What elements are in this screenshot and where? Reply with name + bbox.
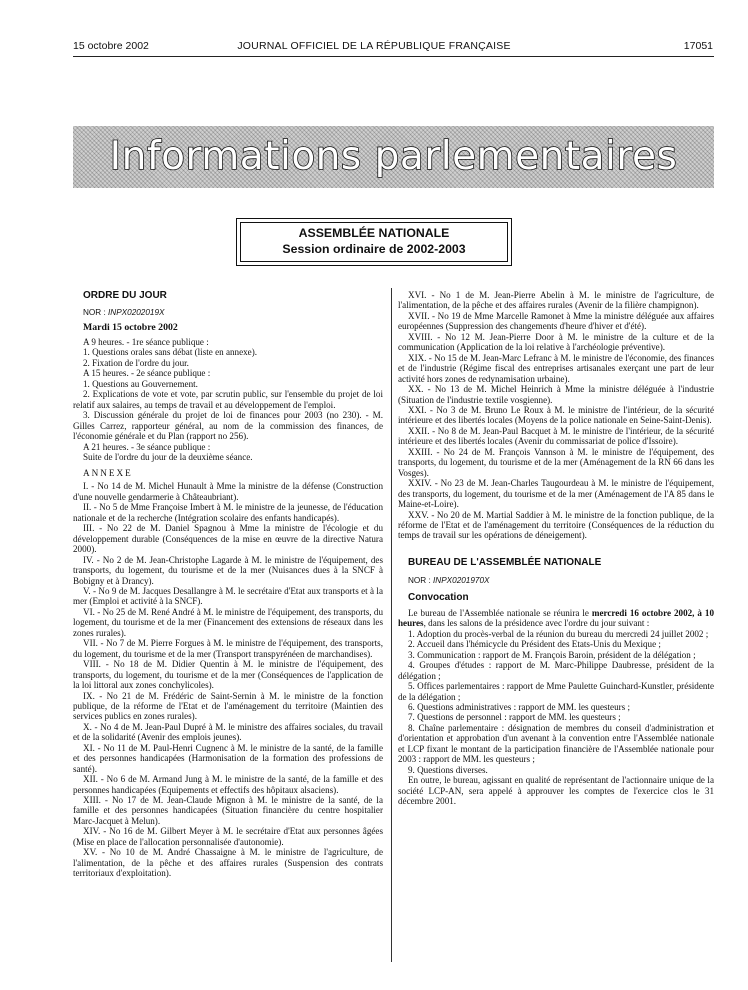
- assembly-name: ASSEMBLÉE NATIONALE: [298, 226, 450, 240]
- assembly-box: [236, 218, 512, 266]
- nor-value: INPX0201970X: [433, 575, 490, 585]
- annexe-item: XV. - No 10 de M. André Chassaigne à M. le ministre de l'agriculture, de l'alimentation, de la pêche et des affaires rurales (Suspension des contrats territoriaux d'exploitation).: [73, 847, 383, 879]
- annexe-item: XII. - No 6 de M. Armand Jung à M. le ministre de la santé, de la famille et des personnes handicapées (Equipements et effectifs des hôpitaux alsaciens).: [73, 774, 383, 795]
- section-banner: [73, 126, 714, 188]
- annexe-list: [73, 481, 383, 878]
- bureau-nor-reference: [398, 575, 714, 586]
- annexe-item: II. - No 5 de Mme Françoise Imbert à M. le ministre de la jeunesse, de l'éducation nationale et de la recherche (Intégration scolaire des enfants handicapés).: [73, 502, 383, 523]
- annexe-item: XXV. - No 20 de M. Martial Saddier à M. le ministre de la fonction publique, de la réforme de l'Etat et de l'aménagement du territoire (Conséquences de la réduction du temps de travail sur les opérations de déneigement).: [398, 509, 714, 541]
- nor-label: NOR :: [83, 308, 109, 317]
- agenda-list: [73, 337, 383, 462]
- annexe-item: IX. - No 21 de M. Frédéric de Saint-Sernin à M. le ministre de la fonction publique, de la réforme de l'Etat et de l'aménagement du territoire (Maintien des services publics en zones rurales).: [73, 690, 383, 722]
- annexe-item: XVI. - No 1 de M. Jean-Pierre Abelin à M. le ministre de l'agriculture, de l'alimentation, de la pêche et des affaires rurales (Avenir de la filière champignon).: [398, 290, 714, 311]
- annexe-item: XIII. - No 17 de M. Jean-Claude Mignon à M. le ministre de la santé, de la famille et des personnes handicapées (Situation financière du centre hospitalier Marc-Jacquet à Melun).: [73, 795, 383, 826]
- convocation-agenda: [398, 629, 714, 807]
- order-of-day-title: ORDRE DU JOUR: [83, 290, 167, 301]
- agenda-para: 2. Explications de vote et vote, par scrutin public, sur l'ensemble du projet de loi relatif aux salaires, au temps de travail et au développement de l'emploi.: [73, 389, 383, 410]
- convocation-item: 7. Questions de personnel : rapport de MM. les questeurs ;: [408, 712, 621, 723]
- annexe-item: XIX. - No 15 de M. Jean-Marc Lefranc à M. le ministre de l'économie, des finances et de l'industrie (Régime fiscal des entreprises artisanales exerçant une part de leur activité hors zones de redynamisation urbaine).: [398, 352, 714, 384]
- annexe-item: XVII. - No 19 de Mme Marcelle Ramonet à Mme la ministre déléguée aux affaires européennes (Suppression des changements d'heure d'hiver et d'été).: [398, 310, 714, 332]
- convocation-item: 2. Accueil dans l'hémicycle du Président des Etats-Unis du Mexique ;: [408, 639, 661, 650]
- convocation-item: 4. Groupes d'études : rapport de M. Marc-Philippe Daubresse, président de la délégation ;: [398, 660, 714, 681]
- convocation-datetime: mercredi 16 octobre 2002, à 10 heures: [398, 607, 714, 629]
- annexe-item: XXII. - No 8 de M. Jean-Paul Bacquet à M. le ministre de l'intérieur, de la sécurité intérieure et des libertés locales (Avenir du commissariat de police d'Issoire).: [398, 425, 714, 447]
- convocation-item: 1. Adoption du procès-verbal de la réunion du bureau du mercredi 24 juillet 2002 ;: [408, 628, 709, 639]
- header-rule: [73, 56, 714, 57]
- agenda-para: A 9 heures. - 1re séance publique :: [83, 337, 209, 347]
- annexe-item: XI. - No 11 de M. Paul-Henri Cugnenc à M. le ministre de la santé, de la famille et des personnes handicapées (Harmonisation de la formation des professions de santé).: [73, 742, 383, 774]
- convocation-intro-start: Le bureau de l'Assemblée nationale se réunira le: [408, 607, 592, 618]
- convocation-title: Convocation: [408, 591, 469, 603]
- left-column: [73, 290, 383, 879]
- annexe-item: VIII. - No 18 de M. Didier Quentin à M. le ministre de l'équipement, des transports, du logement, du tourisme et de la mer (Conséquences de l'application de la loi littoral aux zones conchylicoles).: [73, 659, 383, 691]
- header-page-number: 17051: [683, 40, 713, 52]
- agenda-para: 2. Fixation de l'ordre du jour.: [83, 357, 189, 368]
- header-date: 15 octobre 2002: [73, 40, 149, 52]
- convocation-item: En outre, le bureau, agissant en qualité de représentant de l'actionnaire unique de la société LCP-AN, sera appelé à approuver les comptes de l'exercice clos le 31 décembre 2001.: [398, 775, 714, 807]
- convocation-item: 3. Communication : rapport de M. François Baroin, président de la délégation ;: [408, 649, 696, 660]
- annexe-item: VI. - No 25 de M. René André à M. le ministre de l'équipement, des transports, du logement, du tourisme et de la mer (Financement des extensions de réseaux dans les zones rurales).: [73, 606, 383, 638]
- right-column: [398, 290, 714, 806]
- sitting-date: Mardi 15 octobre 2002: [83, 322, 178, 333]
- session-name: Session ordinaire de 2002-2003: [282, 242, 466, 256]
- annexe-item: I. - No 14 de M. Michel Hunault à Mme la ministre de la défense (Construction d'une nouvelle gendarmerie à Châteaubriant).: [73, 481, 383, 502]
- annexe-title: ANNEXE: [83, 468, 133, 479]
- annexe-item: XXIV. - No 23 de M. Jean-Charles Taugourdeau à M. le ministre de l'équipement, des transports, du logement, du tourisme et de la mer (Aménagement de l'A 85 dans le Maine-et-Loire).: [398, 478, 714, 510]
- annexe-item: XXI. - No 3 de M. Bruno Le Roux à M. le ministre de l'intérieur, de la sécurité intérieure et des libertés locales (Moyens de la police nationale en Seine-Saint-Denis).: [398, 404, 714, 426]
- agenda-para: A 21 heures. - 3e séance publique :: [83, 441, 211, 452]
- agenda-para: A 15 heures. - 2e séance publique :: [83, 368, 211, 379]
- annexe-item: III. - No 22 de M. Daniel Spagnou à Mme la ministre de l'écologie et du développement durable (Conséquences de la mise en œuvre de la directive Natura 2000).: [73, 523, 383, 555]
- convocation-item: 9. Questions diverses.: [408, 764, 488, 775]
- annexe-item: VII. - No 7 de M. Pierre Forgues à M. le ministre de l'équipement, des transports, du logement, du tourisme et de la mer (Transport transpyrénéen de marchandises).: [73, 638, 383, 659]
- annexe-item: XIV. - No 16 de M. Gilbert Meyer à M. le secrétaire d'Etat aux personnes âgées (Mise en place de l'allocation personnalisée d'autonomie).: [73, 826, 383, 847]
- convocation-item: 6. Questions administratives : rapport de MM. les questeurs ;: [408, 701, 631, 712]
- convocation-item: 8. Chaîne parlementaire : désignation de membres du conseil d'administration et d'orientation et approbation d'un avenant à la convention entre l'Assemblée nationale et LCP fixant le montant de la participation financière de l'Assemblée nationale pour 2003 : rapport de MM. les questeurs ;: [398, 722, 714, 765]
- header-journal: JOURNAL OFFICIEL DE LA RÉPUBLIQUE FRANÇAISE: [237, 40, 511, 52]
- annexe-item: X. - No 4 de M. Jean-Paul Dupré à M. le ministre des affaires sociales, du travail et de la solidarité (Avenir des emplois jeunes).: [73, 721, 383, 743]
- banner-title: Informations parlementaires: [109, 134, 678, 179]
- nor-value: INPX0202019X: [108, 308, 165, 317]
- annexe-item: V. - No 9 de M. Jacques Desallangre à M. le secrétaire d'Etat aux transports et à la mer (Emploi et activité à la SNCF).: [73, 585, 383, 607]
- annexe-item: XX. - No 13 de M. Michel Heinrich à Mme la ministre déléguée à l'industrie (Situation de l'industrie textile vosgienne).: [398, 384, 714, 405]
- bureau-title: BUREAU DE L'ASSEMBLÉE NATIONALE: [408, 556, 602, 568]
- column-divider: [391, 288, 392, 962]
- annexe-item: IV. - No 2 de M. Jean-Christophe Lagarde à M. le ministre de l'équipement, des transports, du logement, du tourisme et de la mer (Nuisances dues à la SNCF à Bobigny et à Drancy).: [73, 554, 383, 586]
- running-header: [0, 40, 748, 56]
- nor-reference: [73, 307, 383, 318]
- assembly-box-inner: [240, 222, 508, 262]
- convocation-intro-end: , dans les salons de la présidence avec l'ordre du jour suivant :: [423, 618, 650, 629]
- agenda-para: Suite de l'ordre du jour de la deuxième séance.: [83, 451, 253, 462]
- annexe-list-continued: [398, 290, 714, 541]
- annexe-item: XVIII. - No 12 M. Jean-Pierre Door à M. le ministre de la culture et de la communication (Application de la loi relative à l'archéologie préventive).: [398, 331, 714, 353]
- annexe-item: XXIII. - No 24 de M. François Vannson à M. le ministre de l'équipement, des transports, du logement, du tourisme et de la mer (Aménagement de la RN 66 dans les Vosges).: [398, 446, 714, 478]
- agenda-para: 1. Questions au Gouvernement.: [83, 378, 198, 389]
- convocation-intro: [398, 608, 714, 629]
- agenda-para: 3. Discussion générale du projet de loi de finances pour 2003 (no 230). - M. Gilles Carrez, rapporteur général, au nom de la commission des finances, de l'économie générale et du Plan (rapport no 256).: [73, 410, 383, 442]
- convocation-item: 5. Offices parlementaires : rapport de Mme Paulette Guinchard-Kunstler, présidente de la délégation ;: [398, 681, 714, 702]
- agenda-para: 1. Questions orales sans débat (liste en annexe).: [83, 347, 257, 358]
- nor-label: NOR :: [408, 575, 434, 585]
